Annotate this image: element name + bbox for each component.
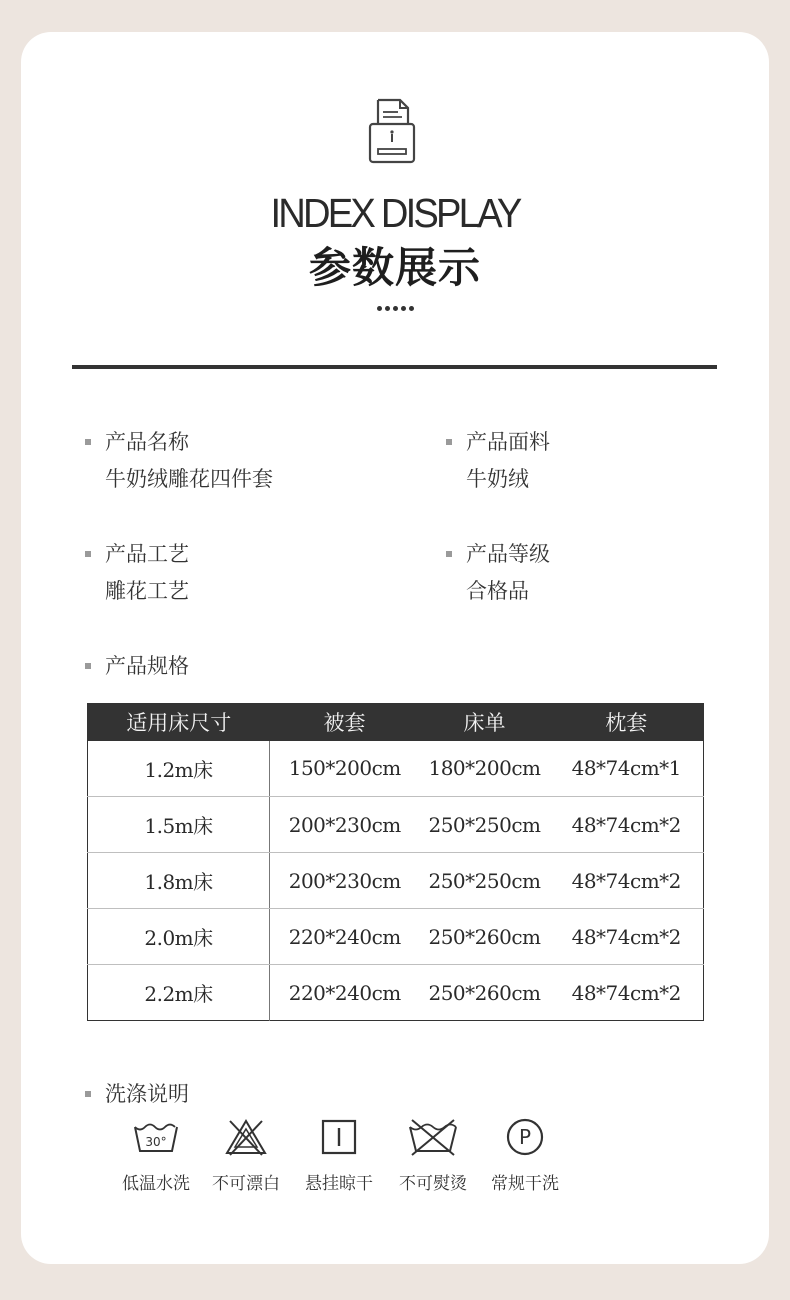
cell-sheet: 250*250cm	[420, 797, 550, 853]
title-english: INDEX DISPLAY	[270, 190, 520, 236]
info-value: 雕花工艺	[105, 579, 189, 603]
cell-pillowcase: 48*74cm*2	[550, 797, 704, 853]
no-bleach-icon	[224, 1117, 268, 1157]
wash-label-no-bleach: 不可漂白	[212, 1174, 280, 1194]
svg-text:30°: 30°	[145, 1135, 167, 1149]
table-row	[88, 965, 704, 1021]
info-label: 产品等级	[446, 539, 550, 569]
cell-pillowcase: 48*74cm*2	[550, 853, 704, 909]
specs-label: 产品规格	[85, 651, 189, 681]
cell-bed-size: 1.2m床	[88, 741, 270, 797]
title-dots	[21, 306, 769, 311]
wash-label: 洗涤说明	[85, 1079, 189, 1109]
cell-bed-size: 1.8m床	[88, 853, 270, 909]
wash-label-low-temp: 低温水洗	[122, 1174, 190, 1194]
cell-duvet: 200*230cm	[270, 797, 420, 853]
dry-clean-p-icon	[505, 1117, 545, 1157]
header-pillowcase: 枕套	[550, 704, 704, 741]
header-sheet: 床单	[420, 704, 550, 741]
info-product-craft	[85, 539, 189, 606]
table-row	[88, 741, 704, 797]
wash-30-icon	[132, 1117, 180, 1157]
table-row	[88, 797, 704, 853]
cell-sheet: 180*200cm	[420, 741, 550, 797]
info-value: 合格品	[466, 579, 529, 603]
cell-duvet: 220*240cm	[288, 980, 401, 1005]
svg-text:P: P	[518, 1125, 532, 1149]
header-bed-size: 适用床尺寸	[88, 704, 270, 741]
cell-bed-size: 2.0m床	[88, 909, 270, 965]
content-card	[21, 32, 769, 1264]
cell-duvet: 200*230cm	[270, 853, 420, 909]
cell-pillowcase: 48*74cm*1	[550, 741, 704, 797]
cell-bed-size: 2.2m床	[88, 965, 270, 1021]
title-chinese: 参数展示	[308, 243, 481, 292]
info-label: 产品面料	[446, 427, 550, 457]
table-row	[88, 853, 704, 909]
wash-label-no-iron: 不可熨烫	[399, 1174, 467, 1194]
cell-pillowcase: 48*74cm*2	[571, 980, 681, 1005]
info-label: 产品工艺	[85, 539, 189, 569]
header-divider	[72, 365, 717, 369]
cell-sheet: 250*260cm	[428, 980, 541, 1005]
wash-icons-row	[111, 1117, 571, 1194]
wash-item-low-temp	[111, 1117, 201, 1194]
cell-pillowcase: 48*74cm*2	[550, 909, 704, 965]
wash-item-no-iron	[387, 1117, 479, 1194]
spec-table	[87, 703, 704, 1021]
table-header-row	[88, 704, 704, 741]
wash-label-dry-clean: 常规干洗	[491, 1174, 559, 1194]
cell-sheet: 250*250cm	[420, 853, 550, 909]
info-value: 牛奶绒	[466, 467, 529, 491]
table-row	[88, 909, 704, 965]
wash-label-hang-dry: 悬挂晾干	[305, 1174, 373, 1194]
info-product-grade	[446, 539, 550, 606]
wash-item-dry-clean	[479, 1117, 571, 1194]
wash-section	[85, 1079, 189, 1109]
info-label: 产品名称	[85, 427, 273, 457]
info-product-name	[85, 427, 273, 494]
specs-section	[85, 651, 189, 681]
hang-dry-icon	[319, 1117, 359, 1157]
document-index-icon	[367, 98, 417, 168]
cell-sheet: 250*260cm	[420, 909, 550, 965]
wash-item-no-bleach	[201, 1117, 291, 1194]
info-product-fabric	[446, 427, 550, 494]
cell-duvet: 220*240cm	[270, 909, 420, 965]
cell-duvet: 150*200cm	[270, 741, 420, 797]
cell-bed-size: 1.5m床	[88, 797, 270, 853]
header-duvet: 被套	[270, 704, 420, 741]
no-iron-icon	[406, 1117, 460, 1157]
wash-item-hang-dry	[291, 1117, 387, 1194]
info-value: 牛奶绒雕花四件套	[105, 467, 273, 491]
